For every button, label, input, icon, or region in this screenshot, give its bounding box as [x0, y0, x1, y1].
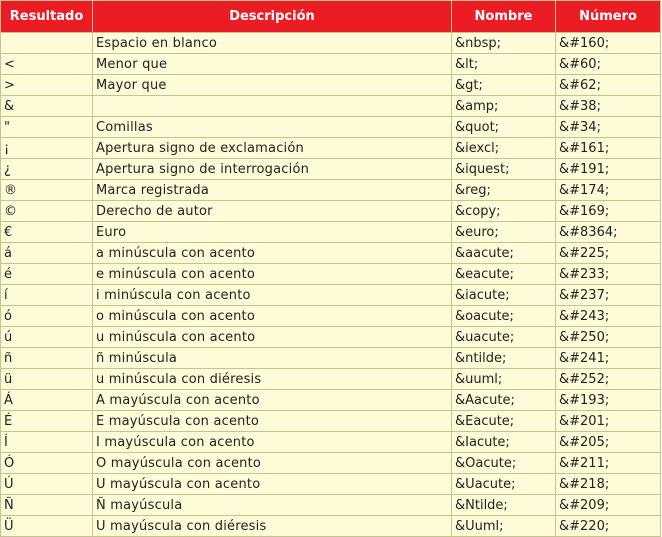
- entity-name-cell: &Aacute;: [452, 390, 556, 411]
- header-numero: Número: [556, 1, 661, 33]
- entity-name-cell: &eacute;: [452, 264, 556, 285]
- entity-name-cell: &amp;: [452, 96, 556, 117]
- entity-number-cell: &#209;: [556, 495, 661, 516]
- entity-number-cell: &#161;: [556, 138, 661, 159]
- entity-number-cell: &#241;: [556, 348, 661, 369]
- description-cell: Marca registrada: [93, 180, 452, 201]
- description-cell: Mayor que: [93, 75, 452, 96]
- entity-number-cell: &#252;: [556, 369, 661, 390]
- table-row: [1, 264, 661, 285]
- description-cell: A mayúscula con acento: [93, 390, 452, 411]
- description-cell: Menor que: [93, 54, 452, 75]
- entity-number-cell: &#243;: [556, 306, 661, 327]
- result-cell: ñ: [1, 348, 93, 369]
- result-cell: €: [1, 222, 93, 243]
- table-row: [1, 180, 661, 201]
- entity-name-cell: &gt;: [452, 75, 556, 96]
- entity-name-cell: &nbsp;: [452, 33, 556, 54]
- result-cell: ¿: [1, 159, 93, 180]
- description-cell: Apertura signo de exclamación: [93, 138, 452, 159]
- result-cell: ó: [1, 306, 93, 327]
- result-cell: É: [1, 411, 93, 432]
- description-cell: U mayúscula con acento: [93, 474, 452, 495]
- description-cell: I mayúscula con acento: [93, 432, 452, 453]
- description-cell: u minúscula con acento: [93, 327, 452, 348]
- entity-name-cell: &quot;: [452, 117, 556, 138]
- result-cell: Ñ: [1, 495, 93, 516]
- entity-number-cell: &#8364;: [556, 222, 661, 243]
- entity-number-cell: &#250;: [556, 327, 661, 348]
- entity-name-cell: &euro;: [452, 222, 556, 243]
- description-cell: Espacio en blanco: [93, 33, 452, 54]
- table-body: [1, 33, 661, 537]
- table-row: [1, 474, 661, 495]
- header-descripcion: Descripción: [93, 1, 452, 33]
- entity-number-cell: &#169;: [556, 201, 661, 222]
- result-cell: ®: [1, 180, 93, 201]
- result-cell: &: [1, 96, 93, 117]
- entity-name-cell: &Oacute;: [452, 453, 556, 474]
- table-row: [1, 243, 661, 264]
- result-cell: Ü: [1, 516, 93, 537]
- entity-name-cell: &Uacute;: [452, 474, 556, 495]
- description-cell: i minúscula con acento: [93, 285, 452, 306]
- description-cell: O mayúscula con acento: [93, 453, 452, 474]
- result-cell: Í: [1, 432, 93, 453]
- table-row: [1, 348, 661, 369]
- entity-number-cell: &#38;: [556, 96, 661, 117]
- table-row: [1, 96, 661, 117]
- entity-name-cell: &lt;: [452, 54, 556, 75]
- description-cell: ñ minúscula: [93, 348, 452, 369]
- entity-name-cell: &reg;: [452, 180, 556, 201]
- description-cell: [93, 96, 452, 117]
- header-nombre: Nombre: [452, 1, 556, 33]
- table-row: [1, 369, 661, 390]
- entity-name-cell: &iquest;: [452, 159, 556, 180]
- result-cell: Ó: [1, 453, 93, 474]
- result-cell: ": [1, 117, 93, 138]
- entity-number-cell: &#211;: [556, 453, 661, 474]
- result-cell: í: [1, 285, 93, 306]
- entity-number-cell: &#220;: [556, 516, 661, 537]
- result-cell: >: [1, 75, 93, 96]
- table-row: [1, 285, 661, 306]
- entity-name-cell: &Ntilde;: [452, 495, 556, 516]
- table-row: [1, 411, 661, 432]
- table-row: [1, 495, 661, 516]
- table-row: [1, 306, 661, 327]
- table-row: [1, 327, 661, 348]
- result-cell: á: [1, 243, 93, 264]
- description-cell: Euro: [93, 222, 452, 243]
- description-cell: Derecho de autor: [93, 201, 452, 222]
- entity-name-cell: &Uuml;: [452, 516, 556, 537]
- description-cell: e minúscula con acento: [93, 264, 452, 285]
- table-row: [1, 159, 661, 180]
- header-resultado: Resultado: [1, 1, 93, 33]
- entity-name-cell: &iexcl;: [452, 138, 556, 159]
- entity-number-cell: &#34;: [556, 117, 661, 138]
- description-cell: Ñ mayúscula: [93, 495, 452, 516]
- table-row: [1, 516, 661, 537]
- result-cell: ú: [1, 327, 93, 348]
- table-row: [1, 390, 661, 411]
- table-row: [1, 432, 661, 453]
- table-row: [1, 33, 661, 54]
- description-cell: Apertura signo de interrogación: [93, 159, 452, 180]
- description-cell: U mayúscula con diéresis: [93, 516, 452, 537]
- header-row: [1, 1, 661, 33]
- description-cell: E mayúscula con acento: [93, 411, 452, 432]
- table-row: [1, 138, 661, 159]
- table-row: [1, 222, 661, 243]
- entity-name-cell: &iacute;: [452, 285, 556, 306]
- entity-number-cell: &#160;: [556, 33, 661, 54]
- entity-name-cell: &ntilde;: [452, 348, 556, 369]
- description-cell: a minúscula con acento: [93, 243, 452, 264]
- table-row: [1, 201, 661, 222]
- entity-number-cell: &#174;: [556, 180, 661, 201]
- description-cell: o minúscula con acento: [93, 306, 452, 327]
- result-cell: ¡: [1, 138, 93, 159]
- entity-name-cell: &oacute;: [452, 306, 556, 327]
- table-header: [1, 1, 661, 33]
- entity-name-cell: &Eacute;: [452, 411, 556, 432]
- table-row: [1, 453, 661, 474]
- entity-name-cell: &uacute;: [452, 327, 556, 348]
- entity-name-cell: &uuml;: [452, 369, 556, 390]
- entity-number-cell: &#191;: [556, 159, 661, 180]
- description-cell: Comillas: [93, 117, 452, 138]
- description-cell: u minúscula con diéresis: [93, 369, 452, 390]
- result-cell: Ú: [1, 474, 93, 495]
- entity-name-cell: &aacute;: [452, 243, 556, 264]
- table-row: [1, 75, 661, 96]
- entity-number-cell: &#62;: [556, 75, 661, 96]
- entity-number-cell: &#225;: [556, 243, 661, 264]
- entity-number-cell: &#60;: [556, 54, 661, 75]
- entity-number-cell: &#201;: [556, 411, 661, 432]
- table-row: [1, 117, 661, 138]
- result-cell: [1, 33, 93, 54]
- entity-number-cell: &#237;: [556, 285, 661, 306]
- result-cell: é: [1, 264, 93, 285]
- entity-number-cell: &#205;: [556, 432, 661, 453]
- result-cell: <: [1, 54, 93, 75]
- result-cell: ©: [1, 201, 93, 222]
- entity-name-cell: &copy;: [452, 201, 556, 222]
- table-row: [1, 54, 661, 75]
- result-cell: ü: [1, 369, 93, 390]
- entity-name-cell: &Iacute;: [452, 432, 556, 453]
- entity-number-cell: &#218;: [556, 474, 661, 495]
- entity-number-cell: &#233;: [556, 264, 661, 285]
- result-cell: Á: [1, 390, 93, 411]
- entity-number-cell: &#193;: [556, 390, 661, 411]
